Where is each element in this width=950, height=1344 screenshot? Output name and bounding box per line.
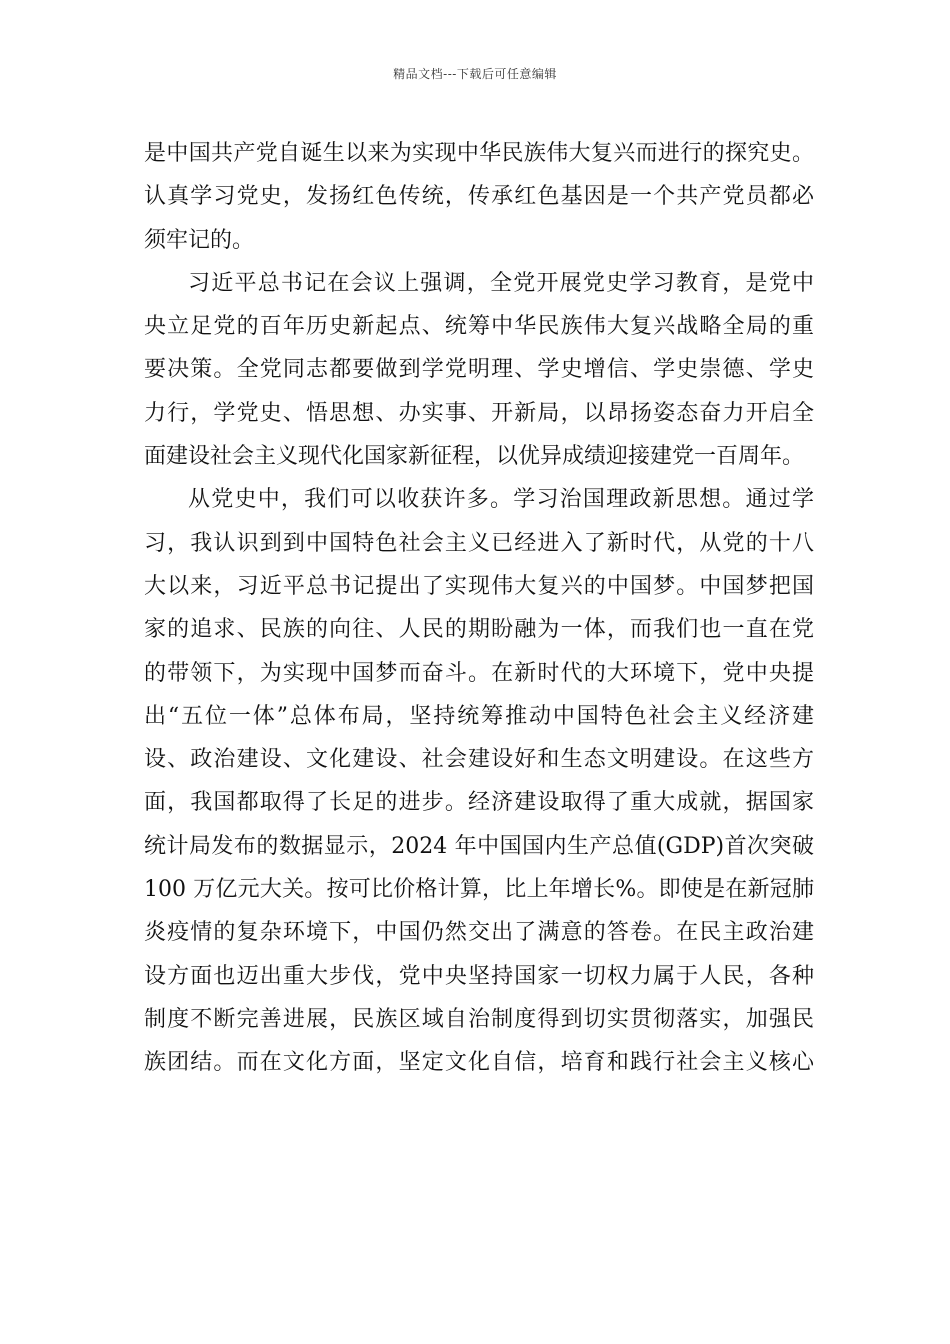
- text-line: 100 万亿元大关。按可比价格计算，比上年增长%。即使是在新冠肺: [144, 877, 814, 903]
- text-line: 设、政治建设、文化建设、社会建设好和生态文明建设。在这些方: [144, 747, 814, 773]
- text-line: 的带领下，为实现中国梦而奋斗。在新时代的大环境下，党中央提: [144, 660, 814, 686]
- text-line: 须牢记的。: [144, 227, 255, 253]
- text-line: 从党史中，我们可以收获许多。学习治国理政新思想。通过学: [188, 487, 814, 513]
- text-line: 力行，学党史、悟思想、办实事、开新局，以昂扬姿态奋力开启全: [144, 400, 814, 426]
- text-line: 族团结。而在文化方面，坚定文化自信，培育和践行社会主义核心: [144, 1050, 814, 1076]
- text-line: 设方面也迈出重大步伐，党中央坚持国家一切权力属于人民，各种: [144, 963, 814, 989]
- page-header: 精品文档---下载后可任意编辑: [393, 67, 557, 81]
- text-line: 家的追求、民族的向往、人民的期盼融为一体，而我们也一直在党: [144, 617, 814, 643]
- text-line: 央立足党的百年历史新起点、统筹中华民族伟大复兴战略全局的重: [144, 314, 814, 340]
- text-line: 制度不断完善进展，民族区域自治制度得到切实贯彻落实，加强民: [144, 1006, 814, 1032]
- document-body: [144, 132, 814, 1085]
- text-line: 面，我国都取得了长足的进步。经济建设取得了重大成就，据国家: [144, 790, 814, 816]
- text-line: 要决策。全党同志都要做到学党明理、学史增信、学史崇德、学史: [144, 357, 814, 383]
- text-line: 认真学习党史，发扬红色传统，传承红色基因是一个共产党员都必: [144, 184, 814, 210]
- text-line: 大以来，习近平总书记提出了实现伟大复兴的中国梦。中国梦把国: [144, 573, 814, 599]
- text-line: 习，我认识到到中国特色社会主义已经进入了新时代，从党的十八: [144, 530, 814, 556]
- text-line: 炎疫情的复杂环境下，中国仍然交出了满意的答卷。在民主政治建: [144, 920, 814, 946]
- text-line: 习近平总书记在会议上强调，全党开展党史学习教育，是党中: [188, 270, 814, 296]
- text-line: 是中国共产党自诞生以来为实现中华民族伟大复兴而进行的探究史。: [144, 141, 814, 166]
- text-line: 统计局发布的数据显示，2024 年中国国内生产总值(GDP)首次突破: [144, 833, 814, 859]
- text-line: 面建设社会主义现代化国家新征程，以优异成绩迎接建党一百周年。: [144, 444, 805, 470]
- text-line: 出“五位一体”总体布局，坚持统筹推动中国特色社会主义经济建: [144, 703, 814, 729]
